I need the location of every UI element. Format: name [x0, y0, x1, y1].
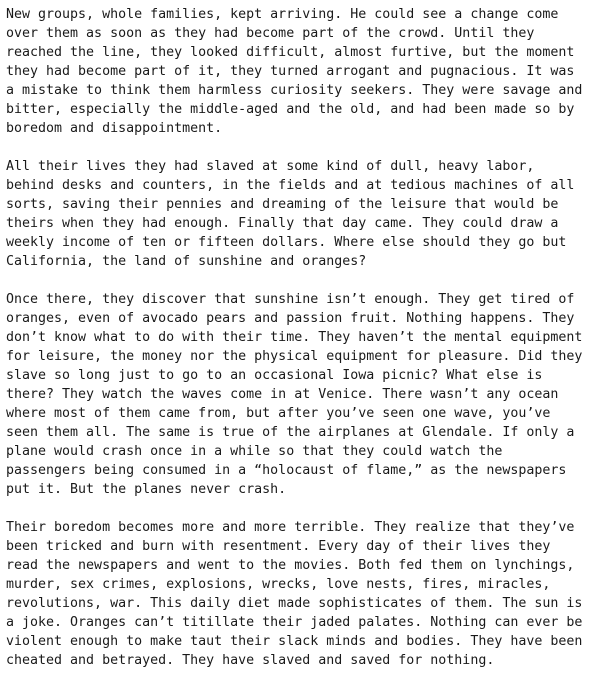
text-line: where most of them came from, but after you’ve seen one wave, you’ve: [6, 406, 551, 421]
text-line: theirs when they had enough. Finally that day came. They could draw a: [6, 216, 559, 231]
text-line: revolutions, war. This daily diet made sophisticates of them. The sun is: [6, 596, 583, 611]
text-line: there? They watch the waves come in at Venice. There wasn’t any ocean: [6, 387, 559, 402]
text-line: slave so long just to go to an occasional Iowa picnic? What else is: [6, 368, 543, 383]
paragraph-2: [6, 157, 612, 271]
text-line: New groups, whole families, kept arriving. He could see a change come: [6, 7, 559, 22]
text-line: seen them all. The same is true of the airplanes at Glendale. If only a: [6, 425, 575, 440]
text-line: California, the land of sunshine and oranges?: [6, 254, 367, 269]
text-line: behind desks and counters, in the fields and at tedious machines of all: [6, 178, 575, 193]
text-line: don’t know what to do with their time. They haven’t the mental equipment: [6, 330, 583, 345]
text-line: murder, sex crimes, explosions, wrecks, love nests, fires, miracles,: [6, 577, 551, 592]
text-line: passengers being consumed in a “holocaust of flame,” as the newspapers: [6, 463, 567, 478]
text-line: over them as soon as they had become part of the crowd. Until they: [6, 26, 535, 41]
text-line: reached the line, they looked difficult, almost furtive, but the moment: [6, 45, 575, 60]
text-line: for leisure, the money nor the physical equipment for pleasure. Did they: [6, 349, 583, 364]
text-line: Once there, they discover that sunshine isn’t enough. They get tired of: [6, 292, 575, 307]
text-line: sorts, saving their pennies and dreaming of the leisure that would be: [6, 197, 559, 212]
text-line: weekly income of ten or fifteen dollars. Where else should they go but: [6, 235, 567, 250]
text-line: a joke. Oranges can’t titillate their jaded palates. Nothing can ever be: [6, 615, 583, 630]
text-line: violent enough to make taut their slack minds and bodies. They have been: [6, 634, 583, 649]
text-line: bitter, especially the middle-aged and the old, and had been made so by: [6, 102, 575, 117]
text-line: put it. But the planes never crash.: [6, 482, 287, 497]
paragraph-3: [6, 290, 612, 499]
text-line: boredom and disappointment.: [6, 121, 223, 136]
text-line: Their boredom becomes more and more terrible. They realize that they’ve: [6, 520, 575, 535]
document-body: [6, 5, 612, 689]
text-line: cheated and betrayed. They have slaved and saved for nothing.: [6, 653, 495, 668]
text-line: plane would crash once in a while so that they could watch the: [6, 444, 503, 459]
text-line: a mistake to think them harmless curiosity seekers. They were savage and: [6, 83, 583, 98]
text-line: read the newspapers and went to the movies. Both fed them on lynchings,: [6, 558, 575, 573]
text-line: been tricked and burn with resentment. Every day of their lives they: [6, 539, 551, 554]
paragraph-4: [6, 518, 612, 670]
text-line: oranges, even of avocado pears and passion fruit. Nothing happens. They: [6, 311, 575, 326]
paragraph-1: [6, 5, 612, 138]
text-line: they had become part of it, they turned arrogant and pugnacious. It was: [6, 64, 575, 79]
text-line: All their lives they had slaved at some kind of dull, heavy labor,: [6, 159, 535, 174]
